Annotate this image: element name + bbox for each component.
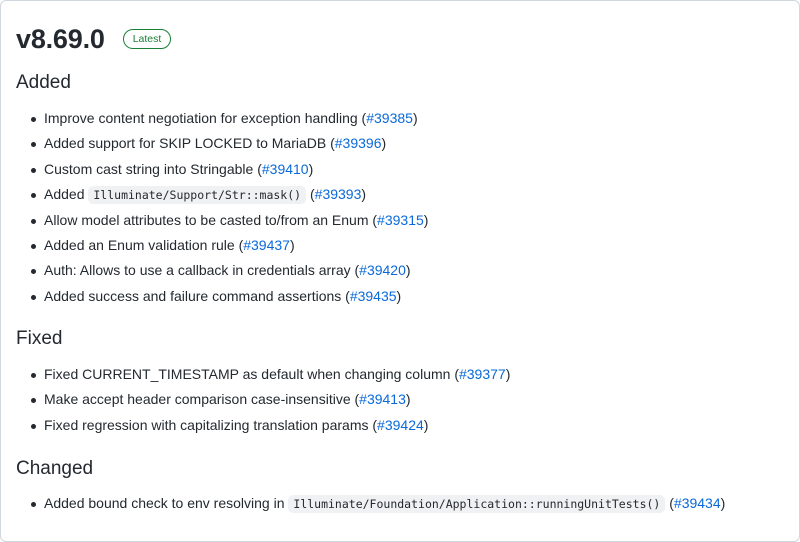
section-heading-fixed: Fixed	[16, 328, 63, 349]
pr-link[interactable]: #39410	[261, 160, 309, 177]
list-item: Improve content negotiation for exception handling (#39385)	[16, 108, 428, 133]
list-item: Allow model attributes to be casted to/from an Enum (#39315)	[16, 210, 428, 235]
fixed-list	[16, 364, 510, 440]
pr-link[interactable]: #39437	[243, 236, 290, 253]
pr-link[interactable]: #39393	[314, 186, 362, 203]
list-item: Auth: Allows to use a callback in credentials array (#39420)	[16, 260, 428, 285]
list-item: Added support for SKIP LOCKED to MariaDB (#39396)	[16, 133, 428, 158]
pr-link[interactable]: #39385	[366, 110, 413, 126]
changed-list	[16, 493, 725, 518]
list-item: Custom cast string into Stringable (#39410)	[16, 159, 428, 184]
section-heading-changed: Changed	[16, 458, 94, 479]
release-title[interactable]: v8.69.0	[16, 23, 105, 54]
list-item: Make accept header comparison case-insensitive (#39413)	[16, 389, 510, 414]
pr-link[interactable]: #39315	[377, 211, 424, 228]
section-heading-added: Added	[16, 72, 71, 93]
pr-link[interactable]: #39377	[458, 366, 506, 382]
release-body	[16, 19, 784, 511]
inline-code: Illuminate/Support/Str::mask()	[88, 186, 306, 204]
inline-code: Illuminate/Foundation/Application::runningUnitTests()	[288, 495, 665, 513]
list-item: Added bound check to env resolving in Illuminate/Foundation/Application::runningUnitTests() (#39434)	[16, 493, 725, 518]
added-list	[16, 108, 428, 311]
pr-link[interactable]: #39413	[359, 391, 406, 408]
list-item: Fixed CURRENT_TIMESTAMP as default when changing column (#39377)	[16, 364, 510, 389]
list-item: Added an Enum validation rule (#39437)	[16, 235, 428, 260]
release-header	[16, 19, 784, 59]
list-item: Added success and failure command assertions (#39435)	[16, 286, 428, 311]
pr-link[interactable]: #39435	[349, 287, 397, 304]
pr-link[interactable]: #39434	[673, 495, 721, 511]
list-item: Added Illuminate/Support/Str::mask() (#39393)	[16, 184, 428, 209]
pr-link[interactable]: #39424	[377, 416, 424, 433]
list-item: Fixed regression with capitalizing translation params (#39424)	[16, 415, 510, 440]
latest-badge: Latest	[123, 29, 172, 49]
pr-link[interactable]: #39396	[334, 135, 382, 152]
pr-link[interactable]: #39420	[359, 262, 406, 279]
